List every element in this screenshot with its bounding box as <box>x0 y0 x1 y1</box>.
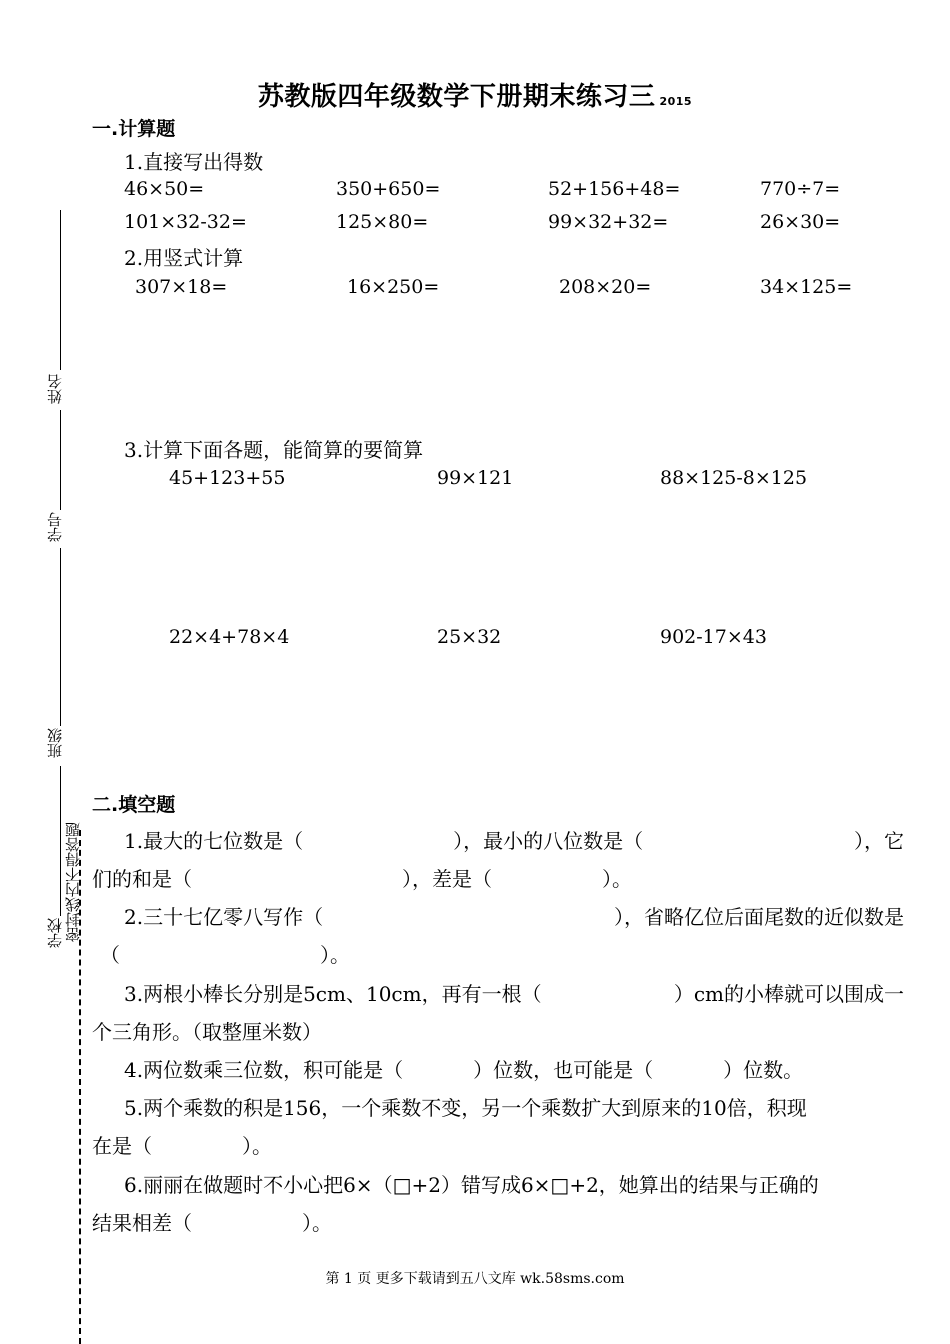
name-label: 姓名 <box>46 374 64 404</box>
fill-question-1 <box>92 822 904 898</box>
fill-question-3 <box>92 975 904 1051</box>
q3-part: ）cm的小棒就可以围成一 <box>673 982 904 1006</box>
q1-part: ），最小的八位数是（ <box>453 829 644 853</box>
q1-item: 770÷7= <box>760 178 841 200</box>
class-blank-line <box>60 548 61 726</box>
q2-item: 16×250= <box>347 276 440 298</box>
q5-part: 在是（ <box>92 1134 152 1158</box>
q2-item: 307×18= <box>135 276 228 298</box>
seal-notice: 密封线内不得答题 <box>64 822 82 942</box>
q1-item: 125×80= <box>336 211 429 233</box>
q4-part: 4.两位数乘三位数，积可能是（ <box>124 1058 404 1082</box>
q2-part: ），省略亿位后面尾数的近似数是 <box>614 905 904 929</box>
section-2-heading: 二.填空题 <box>92 794 176 816</box>
q1-item: 52+156+48= <box>548 178 681 200</box>
q3-label: 3.计算下面各题，能简算的要简算 <box>124 438 424 462</box>
fill-question-5 <box>92 1089 904 1165</box>
q3-part: 3.两根小棒长分别是5cm、10cm，再有一根（ <box>124 982 542 1006</box>
page-title <box>0 76 950 113</box>
q3-item: 45+123+55 <box>169 467 286 489</box>
q6-part: 结果相差（ <box>92 1211 192 1235</box>
page-footer: 第 1 页 更多下载请到五八文库 wk.58sms.com <box>325 1271 625 1287</box>
q1-item: 26×30= <box>760 211 841 233</box>
q3-item: 99×121 <box>437 467 514 489</box>
q1-part: 1.最大的七位数是（ <box>124 829 304 853</box>
number-label: 学号 <box>46 512 64 542</box>
name-blank-line <box>60 210 61 370</box>
q5-part: 5.两个乘数的积是156，一个乘数不变，另一个乘数扩大到原来的10倍，积现 <box>124 1096 807 1120</box>
section-1-heading: 一.计算题 <box>92 118 176 140</box>
q1-part: ），它 <box>854 829 904 853</box>
q1-part: ），差是（ <box>402 867 492 891</box>
q3-item: 25×32 <box>437 626 502 648</box>
q1-item: 101×32-32= <box>124 211 247 233</box>
q3-item: 902-17×43 <box>660 626 767 648</box>
fill-question-2 <box>92 898 904 974</box>
q4-part: ）位数，也可能是（ <box>473 1058 654 1082</box>
class-label: 班级 <box>46 728 64 758</box>
q1-part: ）。 <box>602 867 632 891</box>
q1-label: 1.直接写出得数 <box>124 150 264 174</box>
title-text: 苏教版四年级数学下册期末练习三 <box>257 82 656 112</box>
q6-part: 6.丽丽在做题时不小心把6×（□+2）错写成6×□+2，她算出的结果与正确的 <box>124 1173 819 1197</box>
q3-part: 个三角形。（取整厘米数） <box>92 1020 322 1044</box>
q1-part: 们的和是（ <box>92 867 192 891</box>
q2-part: ）。 <box>320 943 350 967</box>
q3-item: 22×4+78×4 <box>169 626 290 648</box>
fill-question-6 <box>92 1166 904 1242</box>
title-year: 2015 <box>659 95 693 108</box>
school-label: 学校 <box>46 918 64 948</box>
q2-item: 34×125= <box>760 276 853 298</box>
q2-part: 2.三十七亿零八写作（ <box>124 905 324 929</box>
q5-part: ）。 <box>242 1134 272 1158</box>
school-blank-line <box>60 766 61 916</box>
q1-item: 99×32+32= <box>548 211 669 233</box>
fill-question-4 <box>92 1051 904 1089</box>
number-blank-line <box>60 410 61 510</box>
q2-item: 208×20= <box>559 276 652 298</box>
q4-part: ）位数。 <box>723 1058 804 1082</box>
q2-part: （ <box>100 943 120 967</box>
q2-label: 2.用竖式计算 <box>124 246 244 270</box>
q1-item: 46×50= <box>124 178 205 200</box>
q1-item: 350+650= <box>336 178 441 200</box>
q3-item: 88×125-8×125 <box>660 467 808 489</box>
seal-dashed-line <box>79 830 81 1344</box>
q6-part: ）。 <box>302 1211 332 1235</box>
